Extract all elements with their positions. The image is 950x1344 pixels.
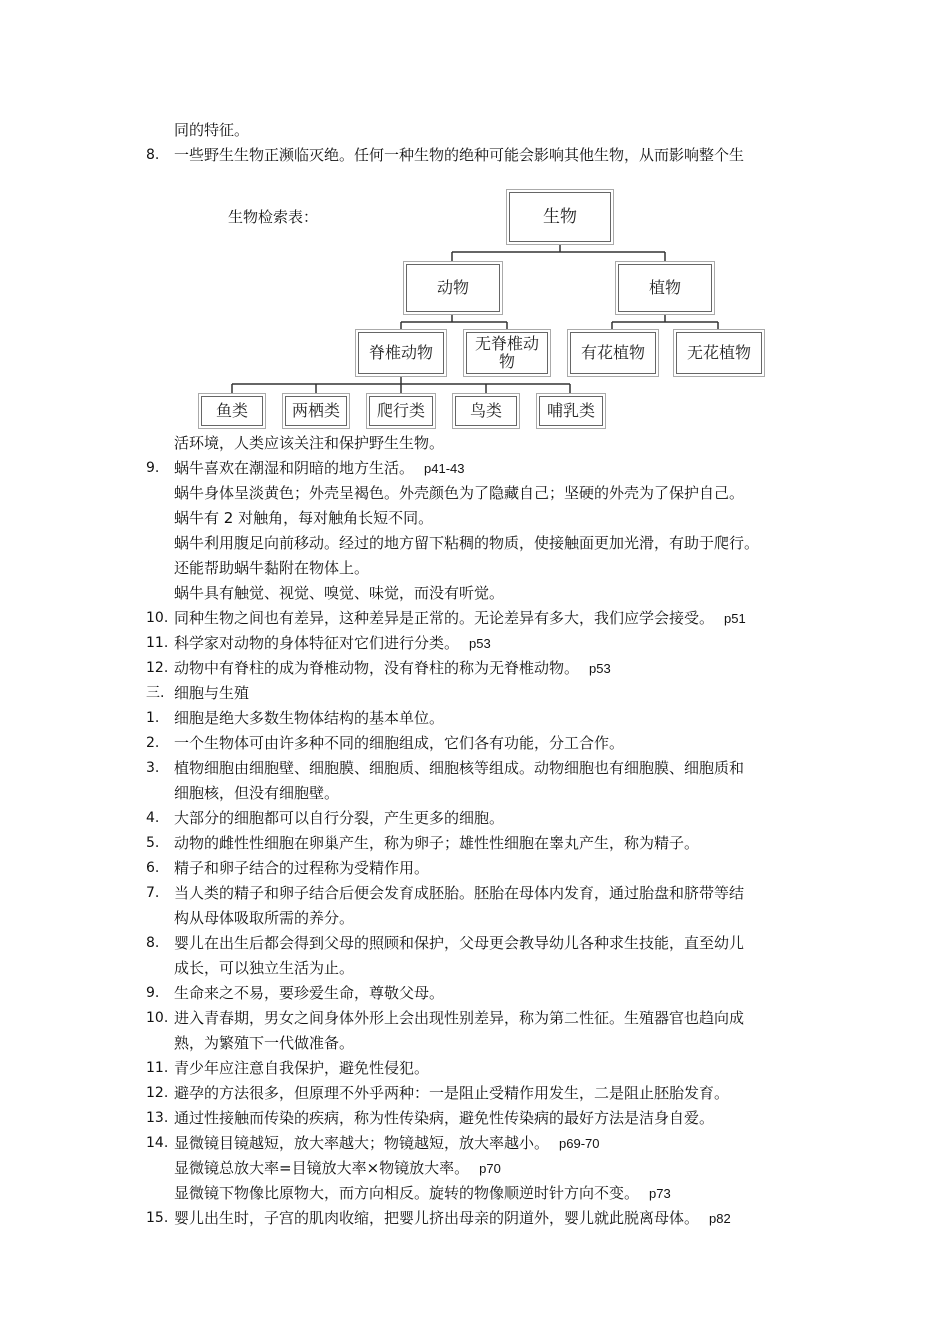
tree-caption: 生物检索表： xyxy=(228,208,319,226)
item-number: 3. xyxy=(146,760,160,776)
item-number: 9. xyxy=(146,460,160,476)
text-line: 通过性接触而传染的疾病，称为性传染病，避免性传染病的最好方法是洁身自爱。 xyxy=(174,1109,715,1127)
item-number: 11. xyxy=(146,1060,169,1076)
tree-node-amphibian: 两栖类 xyxy=(285,396,347,426)
text-line: 成长，可以独立生活为止。 xyxy=(174,959,355,977)
text-line: 植物细胞由细胞壁、细胞膜、细胞质、细胞核等组成。动物细胞也有细胞膜、细胞质和 xyxy=(174,759,745,777)
text-line: 动物中有脊柱的成为脊椎动物，没有脊柱的称为无脊椎动物。 p53 xyxy=(174,659,611,677)
page-ref: p73 xyxy=(649,1186,671,1201)
text-line: 科学家对动物的身体特征对它们进行分类。 p53 xyxy=(174,634,491,652)
tree-node-animal: 动物 xyxy=(406,264,500,312)
text-line: 蜗牛有 2 对触角，每对触角长短不同。 xyxy=(174,509,434,527)
item-number: 14. xyxy=(146,1135,169,1151)
page-ref: p53 xyxy=(469,636,491,651)
text-line: 蜗牛身体呈淡黄色；外壳呈褐色。外壳颜色为了隐藏自己；坚硬的外壳为了保护自己。 xyxy=(174,484,745,502)
item-number: 10. xyxy=(146,1010,169,1026)
text-line: 避孕的方法很多，但原理不外乎两种：一是阻止受精作用发生，二是阻止胚胎发育。 xyxy=(174,1084,730,1102)
text-line: 显微镜下物像比原物大，而方向相反。旋转的物像顺逆时针方向不变。 p73 xyxy=(174,1184,671,1202)
page-ref: p53 xyxy=(589,661,611,676)
tree-node-fish: 鱼类 xyxy=(201,396,263,426)
text-line: 动物的雌性性细胞在卵巢产生，称为卵子；雄性性细胞在睾丸产生，称为精子。 xyxy=(174,834,700,852)
text-line: 大部分的细胞都可以自行分裂，产生更多的细胞。 xyxy=(174,809,505,827)
text-line: 活环境，人类应该关注和保护野生生物。 xyxy=(174,434,445,452)
item-number: 13. xyxy=(146,1110,169,1126)
item-number: 6. xyxy=(146,860,160,876)
item-number: 8. xyxy=(146,935,160,951)
text-line: 同种生物之间也有差异，这种差异是正常的。无论差异有多大，我们应学会接受。 p51 xyxy=(174,609,746,627)
item-number: 12. xyxy=(146,1085,169,1101)
text-line: 一些野生生物正濒临灭绝。任何一种生物的绝种可能会影响其他生物，从而影响整个生 xyxy=(174,146,745,164)
item-number: 7. xyxy=(146,885,160,901)
tree-node-flowering: 有花植物 xyxy=(570,332,656,374)
text-line: 精子和卵子结合的过程称为受精作用。 xyxy=(174,859,430,877)
text-line: 当人类的精子和卵子结合后便会发育成胚胎。胚胎在母体内发育，通过胎盘和脐带等结 xyxy=(174,884,745,902)
item-number: 2. xyxy=(146,735,160,751)
text-line: 显微镜目镜越短，放大率越大；物镜越短，放大率越小。 p69-70 xyxy=(174,1134,600,1152)
item-number: 1. xyxy=(146,710,160,726)
tree-node-bird: 鸟类 xyxy=(455,396,517,426)
tree-node-vertebrate: 脊椎动物 xyxy=(358,332,444,374)
tree-node-reptile: 爬行类 xyxy=(369,396,433,426)
tree-connectors xyxy=(0,0,950,440)
text-line: 一个生物体可由许多种不同的细胞组成，它们各有功能，分工合作。 xyxy=(174,734,625,752)
item-number: 12. xyxy=(146,660,169,676)
text-line: 青少年应注意自我保护，避免性侵犯。 xyxy=(174,1059,430,1077)
item-number: 10. xyxy=(146,610,169,626)
tree-node-nonflowering: 无花植物 xyxy=(676,332,762,374)
text-line: 进入青春期，男女之间身体外形上会出现性别差异，称为第二性征。生殖器官也趋向成 xyxy=(174,1009,745,1027)
tree-node-organism: 生物 xyxy=(509,192,611,242)
text-line: 生命来之不易，要珍爱生命，尊敬父母。 xyxy=(174,984,445,1002)
tree-node-plant: 植物 xyxy=(618,264,712,312)
text-line: 显微镜总放大率=目镜放大率×物镜放大率。 p70 xyxy=(174,1159,501,1177)
item-number: 9. xyxy=(146,985,160,1001)
text-line: 婴儿在出生后都会得到父母的照顾和保护，父母更会教导幼儿各种求生技能，直至幼儿 xyxy=(174,934,745,952)
text-line: 熟，为繁殖下一代做准备。 xyxy=(174,1034,355,1052)
text-line: 构从母体吸取所需的养分。 xyxy=(174,909,355,927)
item-number: 11. xyxy=(146,635,169,651)
text-line: 细胞是绝大多数生物体结构的基本单位。 xyxy=(174,709,445,727)
item-number: 8. xyxy=(146,147,160,163)
page-ref: p82 xyxy=(709,1211,731,1226)
section-number: 三. xyxy=(146,685,165,701)
item-number: 4. xyxy=(146,810,160,826)
text-line: 还能帮助蜗牛黏附在物体上。 xyxy=(174,559,370,577)
page-ref: p41-43 xyxy=(424,461,465,476)
text-line: 细胞核，但没有细胞壁。 xyxy=(174,784,340,802)
page-ref: p69-70 xyxy=(559,1136,600,1151)
item-number: 15. xyxy=(146,1210,169,1226)
text-line: 同的特征。 xyxy=(174,121,250,139)
tree-node-invertebrate: 无脊椎动物 xyxy=(466,332,548,374)
text-line: 蜗牛利用腹足向前移动。经过的地方留下粘稠的物质，使接触面更加光滑，有助于爬行。 xyxy=(174,534,760,552)
page-ref: p70 xyxy=(479,1161,501,1176)
text-line: 婴儿出生时，子宫的肌肉收缩，把婴儿挤出母亲的阴道外，婴儿就此脱离母体。 p82 xyxy=(174,1209,731,1227)
tree-node-mammal: 哺乳类 xyxy=(539,396,603,426)
section-heading: 细胞与生殖 xyxy=(174,684,250,702)
page-ref: p51 xyxy=(724,611,746,626)
text-line: 蜗牛喜欢在潮湿和阴暗的地方生活。 p41-43 xyxy=(174,459,465,477)
item-number: 5. xyxy=(146,835,160,851)
text-line: 蜗牛具有触觉、视觉、嗅觉、味觉，而没有听觉。 xyxy=(174,584,505,602)
